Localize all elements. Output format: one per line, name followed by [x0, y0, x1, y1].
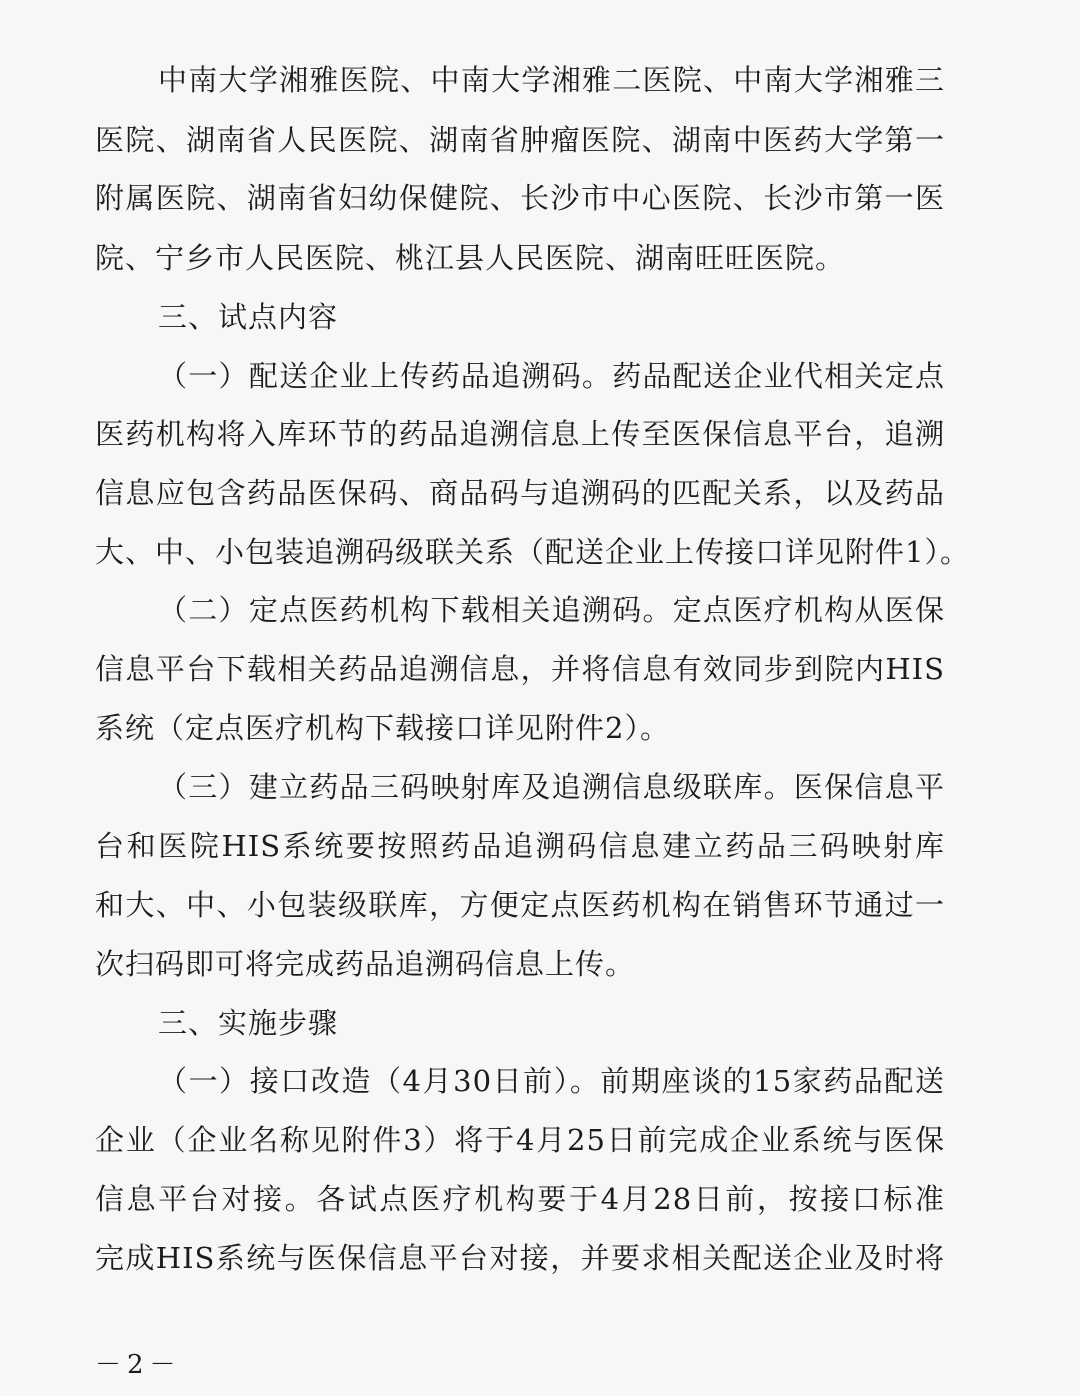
- text-line: 院、宁乡市人民医院、桃江县人民医院、湖南旺旺医院。: [95, 241, 846, 275]
- paragraph-line: （一）接口改造（4月30日前）。前期座谈的15家药品配送: [158, 1064, 945, 1098]
- paragraph-line: 信息平台对接。各试点医疗机构要于4月28日前，按接口标准: [95, 1182, 945, 1216]
- paragraph-line: （一）配送企业上传药品追溯码。药品配送企业代相关定点: [158, 359, 945, 393]
- paragraph-line: 信息平台下载相关药品追溯信息，并将信息有效同步到院内HIS: [95, 652, 945, 686]
- paragraph-line: 和大、中、小包装级联库，方便定点医药机构在销售环节通过一: [95, 888, 945, 922]
- paragraph-line: 系统（定点医疗机构下载接口详见附件2）。: [95, 711, 670, 745]
- section-heading: 三、试点内容: [158, 300, 339, 334]
- paragraph-line: 医药机构将入库环节的药品追溯信息上传至医保信息平台，追溯: [95, 417, 945, 451]
- text-line: 附属医院、湖南省妇幼保健院、长沙市中心医院、长沙市第一医: [95, 181, 945, 215]
- paragraph-line: 企业（企业名称见附件3）将于4月25日前完成企业系统与医保: [95, 1123, 945, 1157]
- section-heading: 三、实施步骤: [158, 1006, 339, 1040]
- page-number: －2－: [95, 1350, 182, 1380]
- paragraph-line: 大、中、小包装追溯码级联关系（配送企业上传接口详见附件1）。: [95, 535, 970, 569]
- paragraph-line: 次扫码即可将完成药品追溯码信息上传。: [95, 947, 636, 981]
- paragraph-line: 台和医院HIS系统要按照药品追溯码信息建立药品三码映射库: [95, 829, 945, 863]
- paragraph-line: 完成HIS系统与医保信息平台对接，并要求相关配送企业及时将: [95, 1241, 945, 1275]
- paragraph-line: 信息应包含药品医保码、商品码与追溯码的匹配关系，以及药品: [95, 476, 945, 510]
- paragraph-line: （三）建立药品三码映射库及追溯信息级联库。医保信息平: [158, 770, 945, 804]
- paragraph-line: （二）定点医药机构下载相关追溯码。定点医疗机构从医保: [158, 593, 945, 627]
- text-line: 医院、湖南省人民医院、湖南省肿瘤医院、湖南中医药大学第一: [95, 123, 945, 157]
- text-line: 中南大学湘雅医院、中南大学湘雅二医院、中南大学湘雅三: [158, 63, 945, 97]
